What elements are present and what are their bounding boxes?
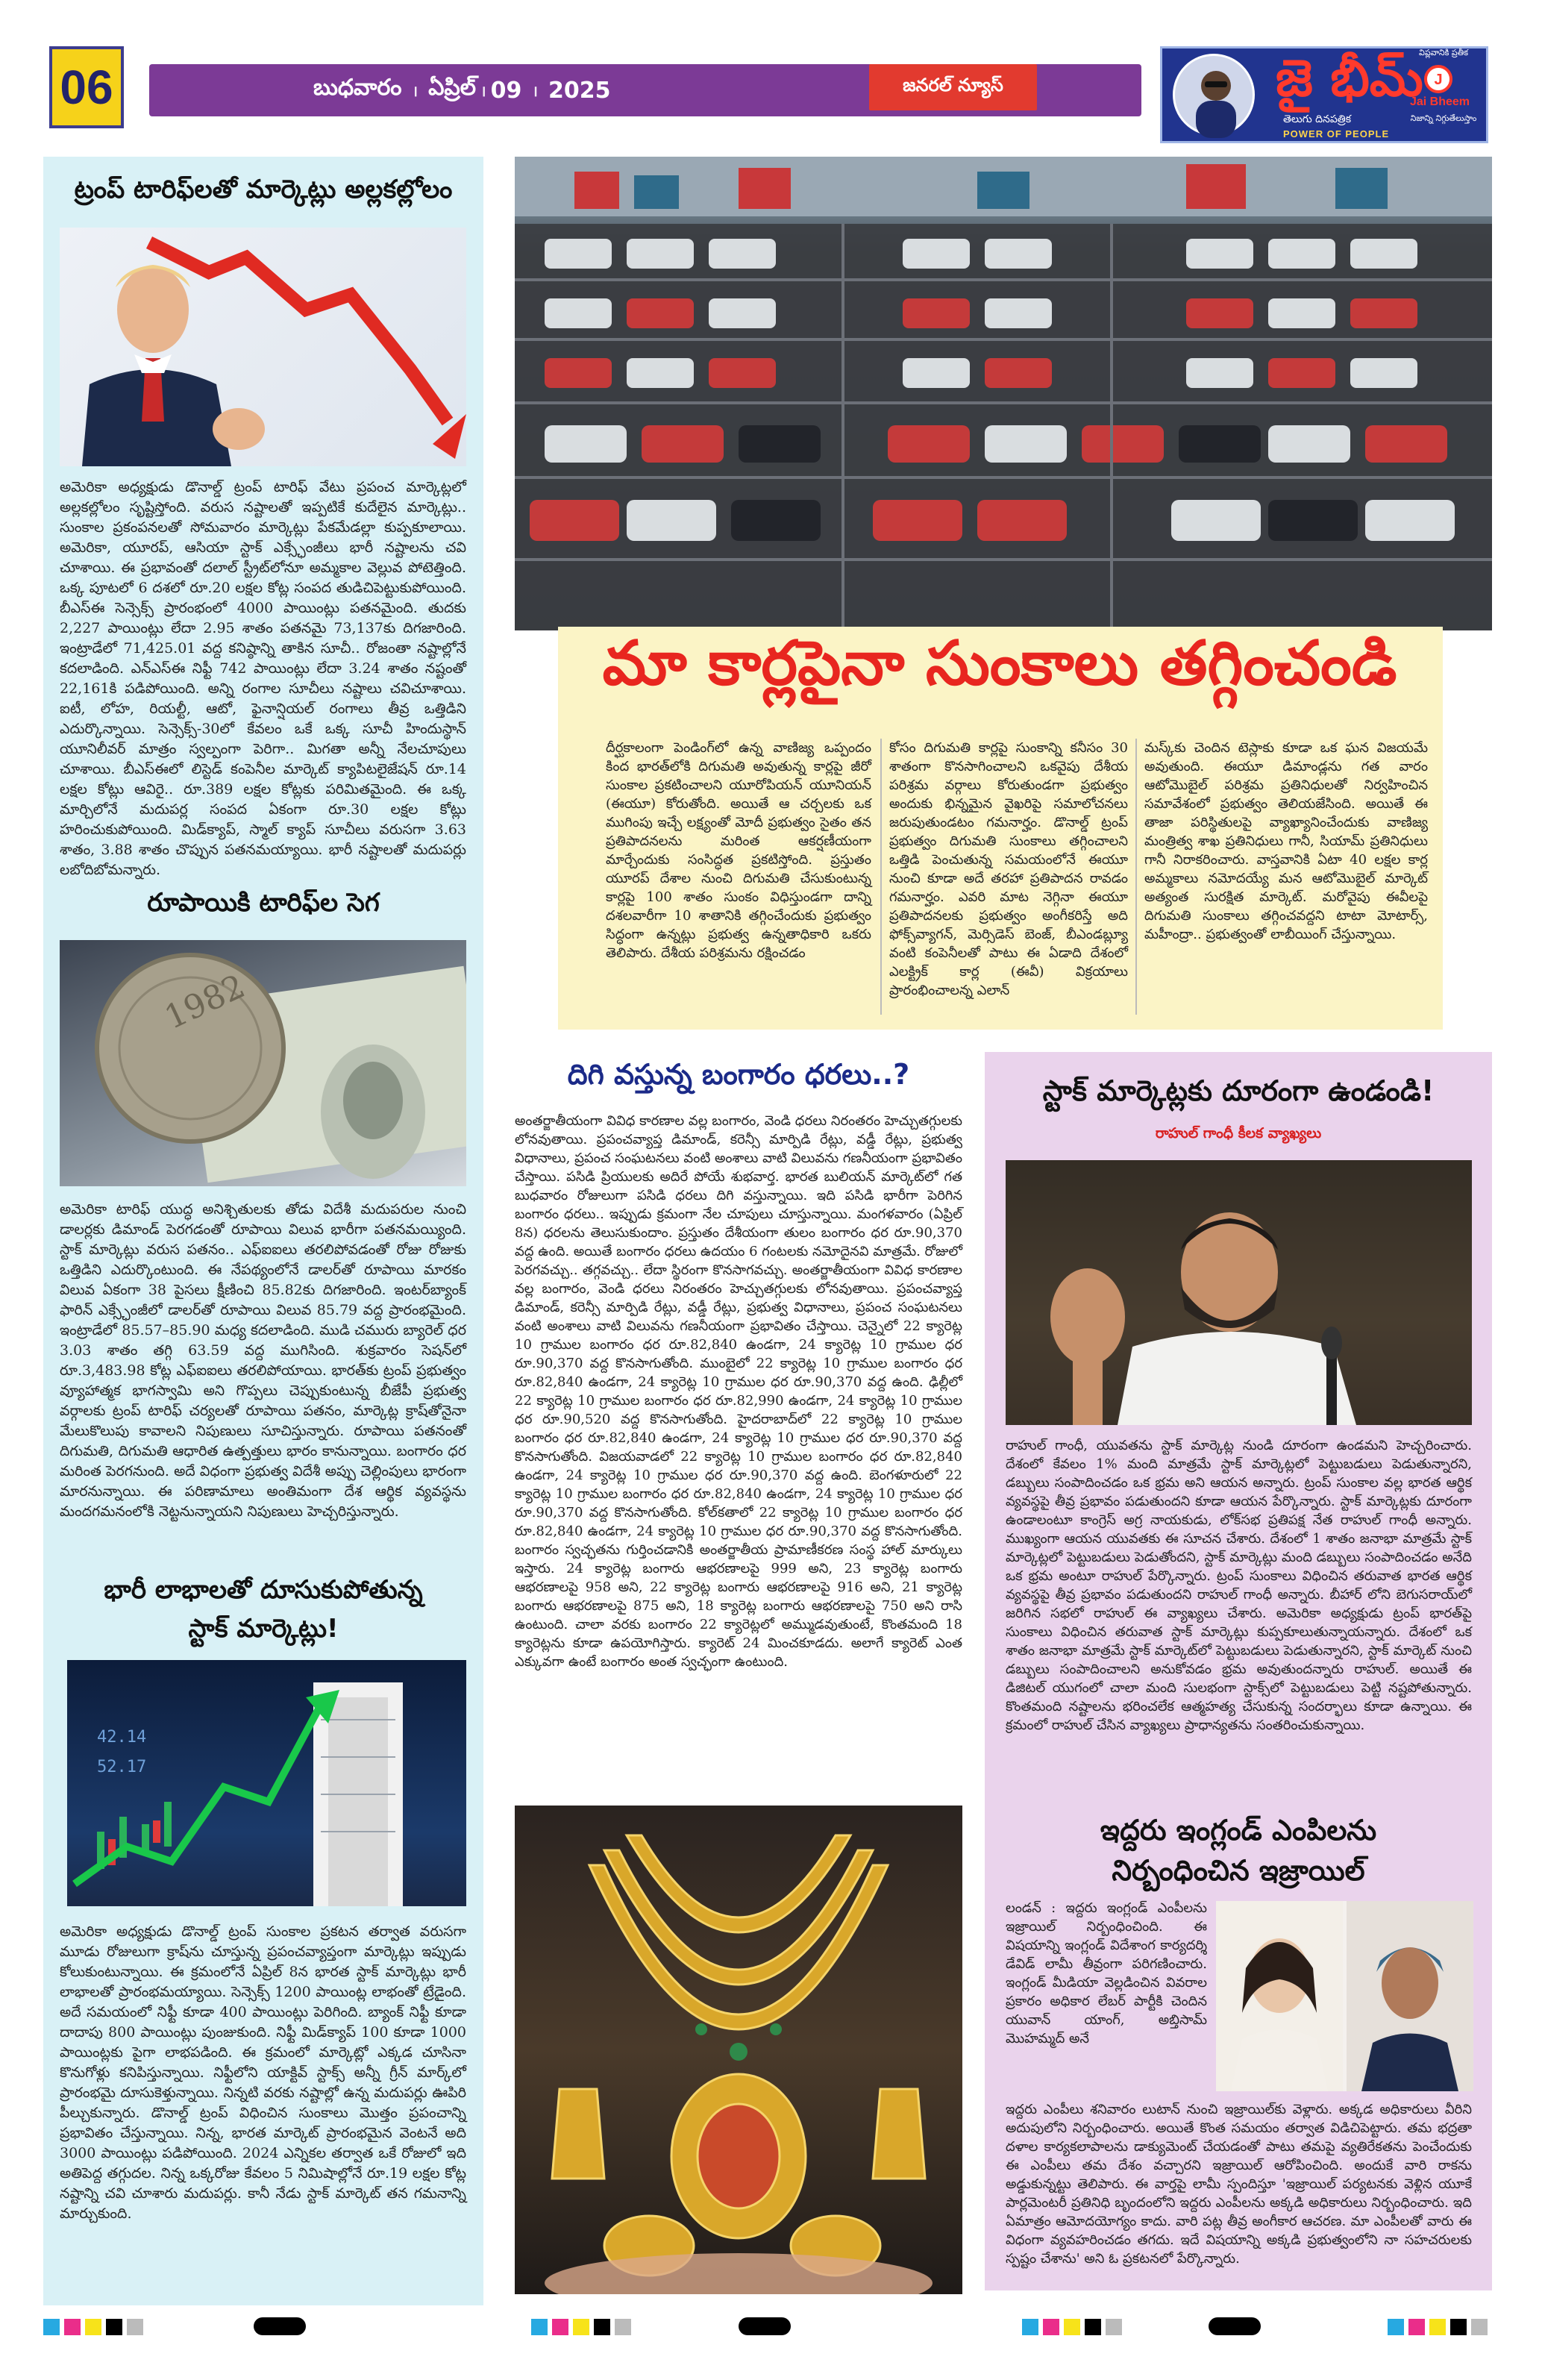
date-separator: । [532, 81, 538, 100]
logo-tag-right: విప్లవానికి ప్రతీక [1419, 48, 1468, 57]
rupee-body: అమెరికా టారిఫ్ యుద్ధ అనిశ్చితులకు తోడు విదేశీ మదుపరుల నుంచి డాలర్లకు డిమాండ్ పెరగడంతో రూపాయి విలువ భారీగా పతనమయ్యింది. స్టాక్ మార్కెట్లు వరుస పతనం.. ఎఫ్‌ఐఐలు తరలిపోవడంతో రోజు రోజుకు ఒత్తిడిని ఎదుర్కొంటుంది. ఈ నేపథ్యంలోనే డాలర్‌తో రూపాయి మారకం విలువ ఏకంగా 38 పైసలు క్షీణించి 85.82కు దిగజారింది. ఇంటర్‌బ్యాంక్ ఫారిన్ ఎక్స్ఛేంజీలో డాలర్‌తో రూపాయి విలువ 85.79 వద్ద ప్రారంభమైంది. ఇంట్రాడేలో 85.57–85.90 మధ్య కదలాడింది. ముడి చమురు బ్యారెల్ ధర 3.03 శాతం తగ్గి 63.59 వద్ద ముగిసింది. శుక్రవారం సెషన్‌లో రూ.3,483.98 కోట్ల ఎఫ్‌ఐఐలు తరలిపోయాయి. భారత్‌కు ట్రంప్ ప్రభుత్వం వ్యూహాత్మక భాగస్వామి అని గొప్పలు చెప్పుకుంటున్న బీజేపీ ప్రభుత్వ వర్గాలకు ట్రంప్ టారిఫ్ చర్యలతో రూపాయి పతనం, మార్కెట్ల క్రాష్‌తోనైనా మేలుకొలుపు కావాలని నిపుణులు సూచిస్తున్నారు. రూపాయి పతనంతో దిగుమతి, దిగుమతి ఆధారిత ఉత్పత్తులు భారం కానున్నాయి. బంగారం ధర మరింత పెరగనుంది. అదే విధంగా ప్రభుత్వ విదేశీ అప్పు చెల్లింపులు భారంగా మారనున్నాయి. ఈ పరిణామాలు అంతిమంగా దేశ ఆర్థిక వ్యవస్థను మందగమనంలోకి నెట్టనున్నాయని నిపుణులు హెచ్చరిస్తున్నారు. [60, 1201, 466, 1520]
israel-headline-line2: నిర్బంధించిన ఇజ్రాయిల్ [1112, 1854, 1365, 1887]
date-date: 09 [490, 77, 522, 104]
israel-mps-photo [1216, 1901, 1473, 2091]
gains-headline-line2: స్టాక్ మార్కెట్లు! [188, 1614, 339, 1644]
rupee-headline: రూపాయికి టారిఫ్‌ల సెగ [147, 888, 380, 918]
rupee-photo [60, 940, 466, 1186]
trump-photo [60, 228, 466, 466]
registration-mark [739, 2317, 791, 2335]
color-bar-left [43, 2319, 148, 2340]
svg-text:42.14: 42.14 [97, 1728, 147, 1747]
issue-date [313, 69, 610, 112]
cars-col-2: కోసం దిగుమతి కార్లపై సుంకాన్ని కనీసం 30 శాతంగా కొనసాగించాలని ఒకవైపు దేశీయ పరిశ్రమ వర్గాలు కోరుతుండగా ప్రభుత్వం అందుకు భిన్నమైన వైఖరిపై సమాలోచనలు జరుపుతుండటం గమనార్హం. డొనాల్డ్ ట్రంప్ ప్రభుత్వం దిగుమతి సుంకాలు తగ్గించాలని ఒత్తిడి పెంచుతున్న సమయంలోనే ఈయూ నుంచి కూడా అదే తరహా ప్రతిపాదన రావడం గమనార్హం. ఎవరి మాట నెగ్గినా ఈయూ ప్రతిపాదనలకు ప్రభుత్వం అంగీకరిస్తే అది ఫోక్స్‌వ్యాగన్, మెర్సిడెస్ బెంజ్, బీఎండబ్ల్యూ వంటి కంపెనీలతో పాటు ఈ ఏడాది దేశంలో ఎలక్ట్రిక్ కార్ల (ఈవీ) విక్రయాలు ప్రారంభించాలన్న ఎలాన్ [889, 740, 1128, 998]
logo-tag-left: నిజాన్ని నిగ్గుతేలుస్తాం [1410, 113, 1477, 123]
logo-english: Jai Bheem [1409, 95, 1470, 108]
column-rule [880, 739, 882, 1015]
date-separator: । [412, 81, 419, 100]
cars-col-1: దీర్ఘకాలంగా పెండింగ్‌లో ఉన్న వాణిజ్య ఒప్పందం కింద భారత్‌లోకి దిగుమతి అవుతున్న కార్లపై జీరో సుంకాల ప్రకటించాలని యూరోపియన్ యూనియన్ (ఈయూ) కోరుతోంది. అయితే ఆ చర్చలకు ఒక ముగింపు ఇచ్చే లక్ష్యంతో మోదీ ప్రభుత్వం సైతం తన ప్రతిపాదనలను మరింత ఆకర్షణీయంగా మార్చేందుకు సంసిద్ధత ప్రకటిస్తోంది. ప్రస్తుతం యూరప్ దేశాల నుంచి దిగుమతి చేసుకుంటున్న కార్లపై 100 శాతం సుంకం విధిస్తుండగా దాన్ని దశలవారీగా 10 శాతానికి తగ్గించేందుకు ప్రభుత్వం సిద్ధంగా ఉన్నట్లు ప్రభుత్వ ఉన్నతాధికారి ఒకరు తెలిపారు. దేశీయ పరిశ్రమను రక్షించడం [606, 740, 871, 961]
date-separator: । [480, 81, 486, 100]
rahul-subhead: రాహుల్ గాంధీ కీలక వ్యాఖ్యలు [1155, 1125, 1322, 1142]
trump-headline: ట్రంప్ టారిఫ్‌లతో మార్కెట్లు అల్లకల్లోలం [74, 175, 453, 204]
israel-headline [985, 1810, 1492, 1891]
logo-title: జై భీమ్ [1276, 49, 1423, 108]
cars-headline: మా కార్లపైనా సుంకాలు తగ్గించండి [602, 628, 1397, 699]
date-year: 2025 [548, 77, 611, 104]
svg-text:52.17: 52.17 [97, 1758, 147, 1776]
gold-headline: దిగి వస్తున్న బంగారం ధరలు..? [567, 1058, 910, 1091]
israel-intro: లండన్ : ఇద్దరు ఇంగ్లండ్ ఎంపీలను ఇజ్రాయిల్ నిర్బంధించింది. ఈ విషయాన్ని ఇంగ్లండ్ విదేశాంగ కార్యదర్శి డేవిడ్ లామీ తీవ్రంగా పరిగణించారు. ఇంగ్లండ్ మీడియా వెల్లడించిన వివరాల ప్రకారం అధికార లేబర్ పార్టీకి చెందిన యువాన్ యాంగ్, అబ్తిసామ్ మొహమ్మద్ అనే [1006, 1900, 1207, 2047]
color-bar-right [1022, 2319, 1126, 2340]
logo-emblem-icon [1416, 64, 1461, 94]
column-rule [1135, 739, 1137, 1015]
svg-text:J: J [1434, 72, 1443, 88]
rahul-headline: స్టాక్ మార్కెట్లకు దూరంగా ఉండండి! [1042, 1074, 1435, 1107]
section-tag: జనరల్ న్యూస్ [869, 64, 1037, 110]
gains-headline-line1: భారీ లాభాలతో దూసుకుపోతున్న [104, 1575, 423, 1605]
logo-tagline: POWER OF PEOPLE [1283, 128, 1390, 140]
logo-subtitle: తెలుగు దినపత్రిక [1283, 113, 1352, 125]
israel-headline-line1: ఇద్దరు ఇంగ్లండ్ ఎంపిలను [1100, 1814, 1377, 1847]
rahul-photo [1006, 1160, 1472, 1425]
date-month: ఏప్రిల్ [428, 75, 477, 101]
color-bar-far-right [1388, 2319, 1492, 2340]
registration-mark [1209, 2317, 1261, 2335]
trump-body: అమెరికా అధ్యక్షుడు డొనాల్డ్ ట్రంప్ టారిఫ్ వేటు ప్రపంచ మార్కెట్లలో అల్లకల్లోలం సృష్టిస్తోంది. వరుస నష్టాలతో ఇప్పటికే కుదేలైన మార్కెట్లు.. సుంకాల ప్రకంపనలతో సోమవారం మార్కెట్లు పేకమేడల్లా కుప్పకూలాయి. అమెరికా, యూరప్, ఆసియా స్టాక్ ఎక్స్ఛేంజీలు భారీ నష్టాలను చవి చూశాయి. ఈ ప్రభావంతో దలాల్ స్ట్రీట్‌లోనూ అమ్మకాల వెల్లువ పోటెత్తింది. ఒక్క పూటలో 6 దశలో రూ.20 లక్షల కోట్ల సంపద తుడిచిపెట్టుకుపోయింది. బీఎస్‌ఈ సెన్సెక్స్ ప్రారంభంలో 4000 పాయింట్లు పతనమైంది. తుదకు 2,227 పాయింట్లు లేదా 2.95 శాతం పతనమై 73,137కు దిగజారింది. ఇంట్రాడేలో 71,425.01 వద్ద కనిష్ఠాన్ని తాకిన సూచీ.. రోజంతా నష్టాల్లోనే కదలాడింది. ఎన్‌ఎస్‌ఈ నిఫ్టీ 742 పాయింట్లు లేదా 3.24 శాతం నష్టంతో 22,161కి పడిపోయింది. అన్ని రంగాల సూచీలు నష్టాలు చవిచూశాయి. ఐటీ, లోహ, రియల్టీ, ఆటో, ఫైనాన్షియల్ రంగాలు తీవ్ర ఒత్తిడిని ఎదుర్కొన్నాయి. సెన్సెక్స్-30లో కేవలం ఒకే ఒక్క సూచీ హిందుస్థాన్ యూనిలీవర్ మాత్రం స్వల్పంగా పెరిగా.. మిగతా అన్నీ నేలచూపులు చూశాయి. బీఎస్‌ఈలో లిస్టెడ్ కంపెనీల మార్కెట్ క్యాపిటలైజేషన్ రూ.14 లక్షల కోట్లు ఆవిరై.. రూ.389 లక్షల కోట్లకు పరిమితమైంది. ఈ ఒక్క మార్చిలోనే మదుపర్ల సంపద ఏకంగా రూ.30 లక్షల కోట్లు హరించుకుపోయింది. మిడ్‌క్యాప్, స్మాల్ క్యాప్ సూచీలు వరుసగా 3.63 శాతం, 3.88 శాతం చొప్పున పతనమయ్యాయి. భారీ నష్టాలతో మదుపర్లు లబోదిబోమన్నారు. [60, 479, 466, 878]
registration-mark [254, 2317, 306, 2335]
date-day: బుధవారం [313, 75, 402, 101]
gold-body: అంతర్జాతీయంగా వివిధ కారణాల వల్ల బంగారం, వెండి ధరలు నిరంతరం హెచ్చుతగ్గులకు లోనవుతాయి. ప్రపంచవ్యాప్త డిమాండ్, కరెన్సీ మార్పిడి రేట్లు, వడ్డీ రేట్లు, ప్రభుత్వ విధానాలు, ప్రపంచ సంఘటనలు వంటి అంశాలు వాటి విలువను గణనీయంగా ప్రభావితం చేస్తాయి. పసిడి ప్రియులకు అదిరే పోయే శుభవార్త. భారత బులియన్ మార్కెట్‌లో గత బుధవారం రోజులుగా పసిడి ధరలు దిగి వస్తున్నాయి. ఇది పసిడి భారీగా పెరిగిన బంగారం ధరలు.. ఇప్పుడు క్రమంగా నేల చూపులు చూస్తున్నాయి. మంగళవారం (ఏప్రిల్ 8న) ధరలను తెలుసుకుందాం. ప్రస్తుతం దేశీయంగా తులం బంగారం ధర రూ.90,370 వద్ద ఉంది. అయితే బంగారం ధరలు ఉదయం 6 గంటలకు నమోదైనవి మాత్రమే. రోజులో పెరగవచ్చు.. తగ్గవచ్చు.. లేదా స్థిరంగా కొనసాగవచ్చు. అంతర్జాతీయంగా వివిధ కారణాల వల్ల బంగారం, వెండి ధరలు నిరంతరం హెచ్చుతగ్గులకు లోనవుతాయి. ప్రపంచవ్యాప్త డిమాండ్, కరెన్సీ మార్పిడి రేట్లు, వడ్డీ రేట్లు, ప్రభుత్వ విధానాలు, ప్రపంచ సంఘటనలు వంటి అంశాలు వాటి విలువను గణనీయంగా ప్రభావితం చేస్తాయి. చెన్నైలో 22 క్యారెట్ల 10 గ్రాముల బంగారం ధర రూ.82,840 ఉండగా, 24 క్యారెట్ల 10 గ్రాముల ధర రూ.90,370 వద్ద కొనసాగుతోంది. ముంబైలో 22 క్యారెట్ల 10 గ్రాముల బంగారం ధర రూ.82,840 ఉండగా, 24 క్యారెట్ల 10 గ్రాముల ధర రూ.90,370 వద్ద ఉంది. ఢిల్లీలో 22 క్యారెట్ల 10 గ్రాముల బంగారం ధర రూ.82,990 ఉండగా, 24 క్యారెట్ల 10 గ్రాముల ధర రూ.90,520 వద్ద కొనసాగుతోంది. హైదరాబాద్‌లో 22 క్యారెట్ల 10 గ్రాముల బంగారం ధర రూ.82,840 ఉండగా, 24 క్యారెట్ల 10 గ్రాముల ధర రూ.90,370 వద్ద కొనసాగుతోంది. విజయవాడలో 22 క్యారెట్ల 10 గ్రాముల బంగారం ధర రూ.82,840 ఉండగా, 24 క్యారెట్ల 10 గ్రాముల ధర రూ.90,370 వద్ద ఉంది. బెంగళూరులో 22 క్యారెట్ల 10 గ్రాముల బంగారం ధర రూ.82,840 ఉండగా, 24 క్యారెట్ల 10 గ్రాముల ధర రూ.90,370 వద్ద కొనసాగుతోంది. కోల్‌కతాలో 22 క్యారెట్ల 10 గ్రాముల బంగారం ధర రూ.82,840 ఉండగా, 24 క్యారెట్ల 10 గ్రాముల ధర రూ.90,370 వద్ద కొనసాగుతోంది. బంగారం స్వచ్ఛతను గుర్తించడానికి అంతర్జాతీయ ప్రామాణీకరణ సంస్థ హాల్ మార్కులు ఇస్తారు. 24 క్యారెట్ల బంగారు ఆభరణాలపై 999 అని, 23 క్యారెట్ల బంగారు ఆభరణాలపై 958 అని, 22 క్యారెట్ల బంగారు ఆభరణాలపై 916 అని, 21 క్యారెట్ల బంగారు ఆభరణాలపై 875 అని, 18 క్యారెట్ల బంగారు ఆభరణాలపై 750 అని రాసి ఉంటుంది. చాలా వరకు బంగారం 22 క్యారెట్లలో అమ్ముడవుతుంటే, కొంతమంది 18 క్యారెట్లను కూడా ఉపయోగిస్తారు. క్యారెట్ 24 మించకూడదు. అలాగే క్యారెట్ ఎంత ఎక్కువగా ఉంటే బంగారం అంత స్వచ్ఛంగా ఉంటుంది. [515, 1113, 962, 1670]
gains-headline [43, 1571, 483, 1648]
rahul-body: రాహుల్ గాంధీ, యువతను స్టాక్ మార్కెట్ల నుండి దూరంగా ఉండమని హెచ్చరించారు. దేశంలో కేవలం 1% మంది మాత్రమే స్టాక్ మార్కెట్లలో పెట్టుబడులు పెడుతున్నారని, డబ్బులు సంపాదించడం ఒక భ్రమ అని ఆయన అన్నారు. ట్రంప్ సుంకాల వల్ల భారత ఆర్థిక వ్యవస్థపై తీవ్ర ప్రభావం పడుతుందని కూడా ఆయన పేర్కొన్నారు. స్టాక్ మార్కెట్లకు దూరంగా ఉండాలంటూ కాంగ్రెస్ అగ్ర నాయకుడు, లోక్‌సభ ప్రతిపక్ష నేత రాహుల్ గాంధీ అన్నారు. ముఖ్యంగా ఆయన యువతకు ఈ సూచన చేశారు. దేశంలో 1 శాతం జనాభా మాత్రమే స్టాక్ మార్కెట్లలో పెట్టుబడులు పెడుతోందని, స్టాక్ మార్కెట్లు మంది డబ్బులు సంపాదించడం అనేది ఒక భ్రమ అంటూ రాహుల్ పేర్కొన్నారు. ట్రంప్ సుంకాలు విధించిన తరువాత భారత ఆర్థిక వ్యవస్థపై తీవ్ర ప్రభావం పడుతుందని రాహుల్ గాంధీ అన్నారు. బీహార్ లోని బెగుసరాయ్‌లో జరిగిన సభలో రాహుల్ ఈ వ్యాఖ్యలు చేశారు. అమెరికా అధ్యక్షుడు ట్రంప్ భారత్‌పై సుంకాలు విధించిన తరువాత స్టాక్ మార్కెట్లు కుప్పకూలుతున్నాయన్నారు. దేశంలో ఒక శాతం జనాభా మాత్రమే స్టాక్ మార్కెట్‌లో పెట్టుబడులు పెడుతున్నారని, స్టాక్ మార్కెట్ నుంచి డబ్బులు సంపాదించాలని అనుకోవడం భ్రమ అవుతుందన్నారు రాహుల్. అయితే ఈ డిజిటల్ యుగంలో చాలా మంది సులభంగా స్టాక్స్‌లో పెట్టుబడులు పెట్టి నష్టపోతున్నారు. కొంతమంది నష్టాలను భరించలేక ఆత్మహత్య చేసుకున్న సందర్భాలు కూడా ఉన్నాయి. ఈ క్రమంలో రాహుల్ చేసిన వ్యాఖ్యలు ప్రాధాన్యతను సంతరించుకున్నాయి. [1006, 1438, 1472, 1733]
market-photo [67, 1660, 466, 1906]
page-number: 06 [49, 46, 124, 128]
gains-body: అమెరికా అధ్యక్షుడు డొనాల్డ్ ట్రంప్ సుంకాల ప్రకటన తర్వాత వరుసగా మూడు రోజులుగా క్రాష్‌ను చూస్తున్న ప్రపంచవ్యాప్తంగా మార్కెట్లు ఇప్పుడు కోలుకుంటున్నాయి. ఈ క్రమంలోనే ఏప్రిల్ 8న భారత స్టాక్ మార్కెట్లు భారీ లాభాలతో ప్రారంభమయ్యాయి. సెన్సెక్స్ 1200 పాయింట్ల లాభంతో ట్రేడైంది. అదే సమయంలో నిఫ్టీ కూడా 400 పాయింట్లు పెరిగింది. బ్యాంక్ నిఫ్టీ కూడా దాదాపు 800 పాయింట్లు పుంజుకుంది. నిఫ్టీ మిడ్‌క్యాప్ 100 కూడా 1000 పాయింట్లకు పైగా లాభపడింది. ఈ క్రమంలో మార్కెట్లో ఎక్కడ చూసినా కొనుగోళ్లు కనిపిస్తున్నాయి. నిఫ్టీలోని యాక్టివ్ స్టాక్స్ అన్నీ గ్రీన్ మార్క్‌లో ప్రారంభమై దూసుకెళ్తున్నాయి. నిన్నటి వరకు నష్టాల్లో ఉన్న మదుపర్లు ఊపిరి పీల్చుకున్నారు. డొనాల్డ్ ట్రంప్ విధించిన సుంకాలు మొత్తం ప్రపంచాన్ని ప్రభావితం చేస్తున్నాయి. నిన్న, భారత మార్కెట్ ప్రారంభమైన వెంటనే అది 3000 పాయింట్లు పడిపోయింది. 2024 ఎన్నికల తర్వాత ఒకే రోజులో ఇది అతిపెద్ద తగ్గుదల. నిన్న ఒక్కరోజు కేవలం 5 నిమిషాల్లోనే రూ.19 లక్షల కోట్ల నష్టాన్ని చవి చూశారు మదుపర్లు. కానీ నేడు స్టాక్ మార్కెట్ తన గమనాన్ని మార్చుకుంది. [60, 1923, 466, 2222]
ambedkar-portrait [1173, 54, 1255, 136]
color-bar-center [531, 2319, 636, 2340]
gold-jewellery-photo [515, 1806, 962, 2294]
israel-body: ఇద్దరు ఎంపీలు శనివారం లుటాన్ నుంచి ఇజ్రాయిల్‌కు వెళ్లారు. అక్కడ అధికారులు వీరిని అదుపులోని నిర్బంధించారు. అయితే కొంత సమయం తర్వాత విడిచిపెట్టారు. తమ భద్రతా దళాల కార్యకలాపాలను డాక్యుమెంట్ చేయడంతో పాటు తమపై వ్యతిరేకతను పెంచేందుకు ఈ ఎంపీలు తమ దేశం వచ్చారని ఇజ్రాయిల్ ఆరోపించింది. అందుకే వారి రాకను అడ్డుకున్నట్టు తెలిపారు. ఈ వార్తపై లామీ స్పందిస్తూ 'ఇజ్రాయిల్ పర్యటనకు వెళ్లిన యూకే పార్లమెంటరీ ప్రతినిధి బృందంలోని ఇద్దరు ఎంపీలను అక్కడి అధికారులు నిర్బంధించారు. ఇది ఏమాత్రం ఆమోదయోగ్యం కాదు. వారి పట్ల తీవ్ర అంగీకార ఆచరణ. మా ఎంపీలతో వారు ఈ విధంగా వ్యవహరించడం తగదు. ఇదే విషయాన్ని అక్కడి ప్రభుత్వంలోని నా సహచరులకు స్పష్టం చేశాను' అని ఓ ప్రకటనలో పేర్కొన్నారు. [1006, 2102, 1472, 2267]
portrait-icon [1175, 56, 1257, 138]
cars-port-photo [515, 157, 1492, 630]
cars-col-3: మస్క్‌కు చెందిన టెస్లాకు కూడా ఒక ఘన విజయమే అవుతుంది. ఈయూ డిమాండ్లను గత వారం ఆటోమొబైల్ పరిశ్రమ ప్రతినిధులతో నిర్వహించిన సమావేశంలో ప్రభుత్వం తెలియజేసింది. అయితే ఈ తాజా పరిస్థితులపై వ్యాఖ్యానించేందుకు వాణిజ్య మంత్రిత్వ శాఖ ప్రతినిధులు గానీ, సియామ్ ప్రతినిధులు గానీ నిరాకరించారు. వాస్తవానికి ఏటా 40 లక్షల కార్ల అమ్మకాలు నమోదయ్యే మన ఆటోమొబైల్ మార్కెట్ అత్యంత సురక్షిత మార్కెట్. మరోవైపు ఈవీలపై దిగుమతి సుంకాలు తగ్గించవద్దని టాటా మోటార్స్, మహీంద్రా.. ప్రభుత్వంతో లాబీయింగ్ చేస్తున్నాయి. [1144, 740, 1428, 942]
svg-text:1982: 1982 [159, 967, 251, 1037]
